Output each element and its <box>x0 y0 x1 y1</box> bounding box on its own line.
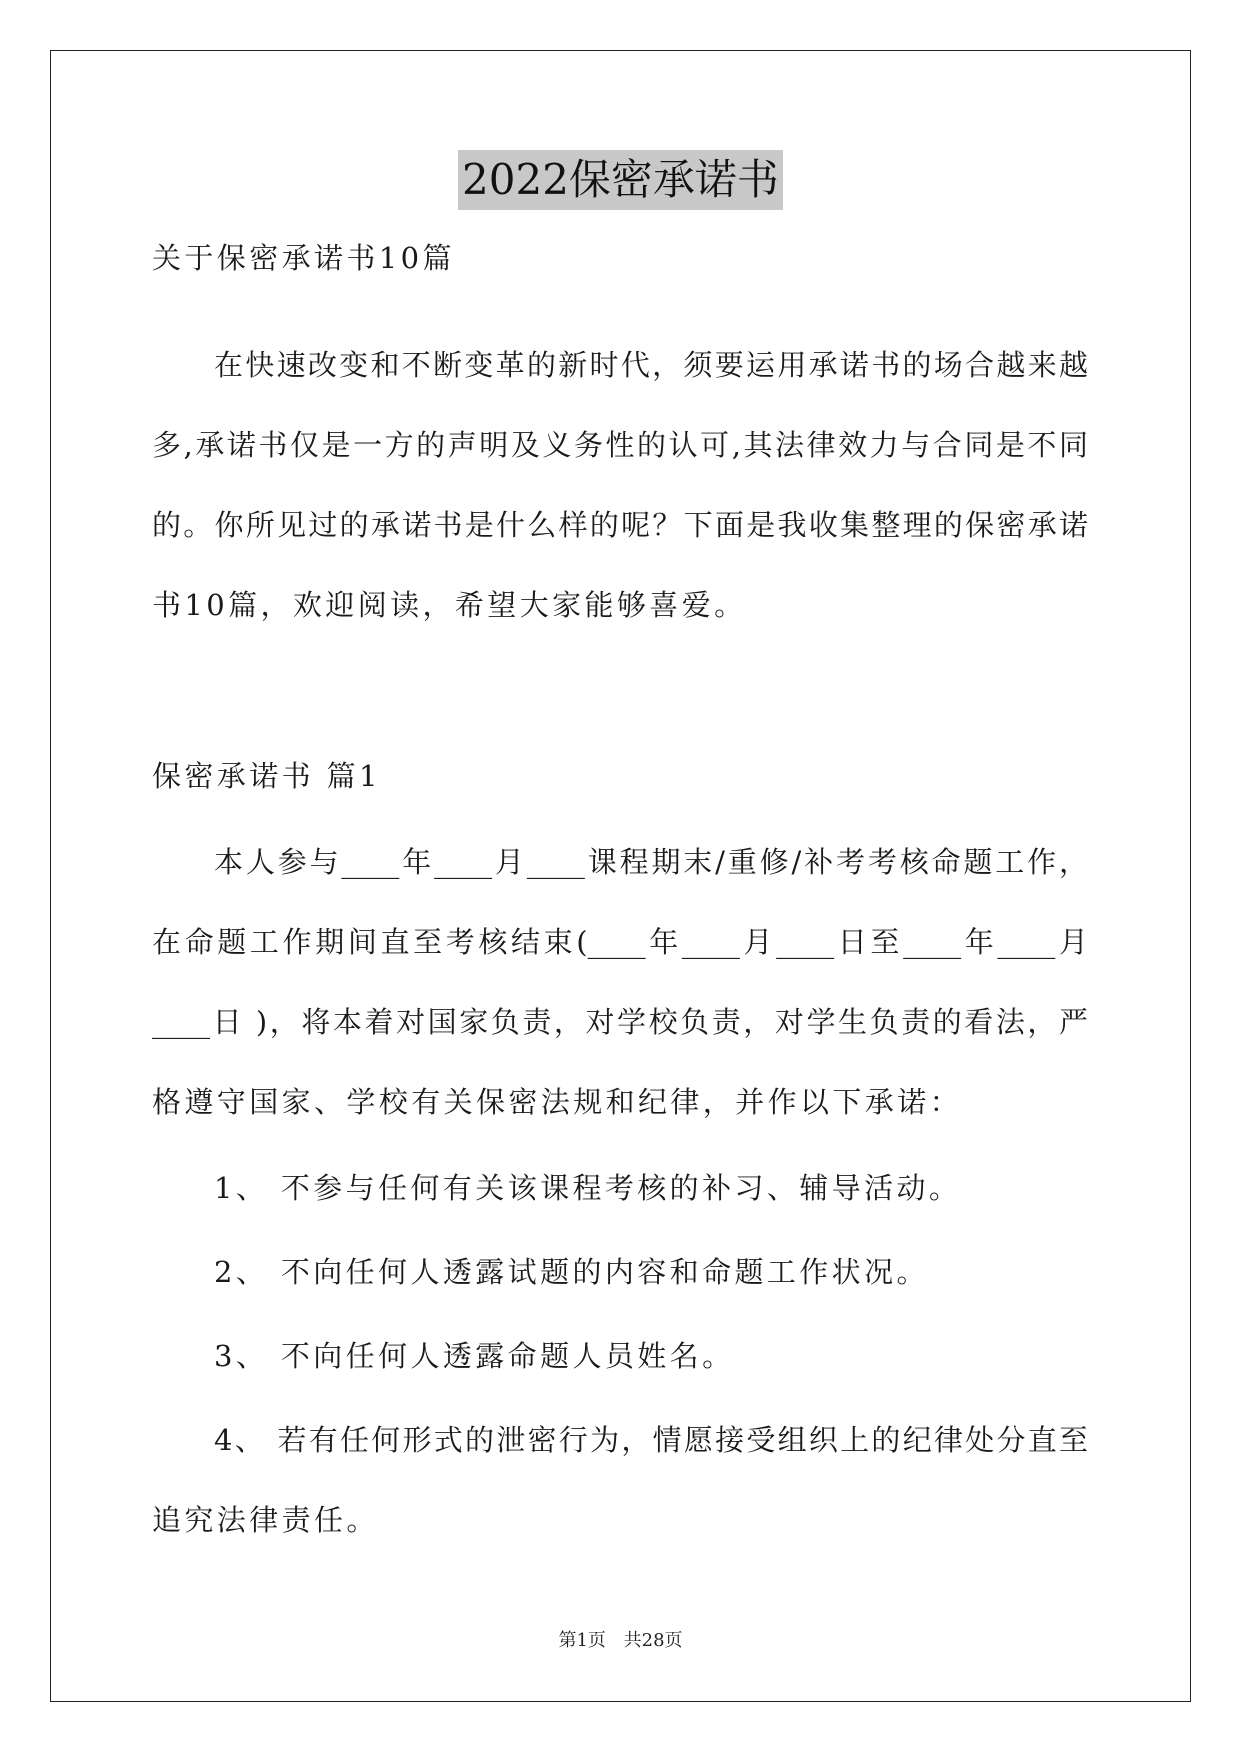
list-item: 1、 不参与任何有关该课程考核的补习、辅导活动。 <box>214 1171 962 1205</box>
intro-line-4: 书10篇，欢迎阅读，希望大家能够喜爱。 <box>152 588 747 622</box>
intro-line-2: 多,承诺书仅是一方的声明及义务性的认可,其法律效力与合同是不同 <box>152 428 1088 462</box>
list-item: 4、 若有任何形式的泄密行为，情愿接受组织上的纪律处分直至 <box>214 1423 1088 1457</box>
list-item-continuation: 追究法律责任。 <box>152 1503 379 1537</box>
document-title: 2022保密承诺书 <box>458 150 783 210</box>
section-paragraph-line-2: 在命题工作期间直至考核结束(____年____月____日至____年____月 <box>152 925 1088 959</box>
intro-line-1: 在快速改变和不断变革的新时代，须要运用承诺书的场合越来越 <box>214 348 1088 382</box>
section-paragraph-line-4: 格遵守国家、学校有关保密法规和纪律，并作以下承诺： <box>152 1085 963 1119</box>
document-subtitle: 关于保密承诺书10篇 <box>152 241 455 275</box>
intro-line-3: 的。你所见过的承诺书是什么样的呢？下面是我收集整理的保密承诺 <box>152 508 1088 542</box>
page-footer <box>0 1626 1241 1652</box>
title-container <box>0 150 1241 210</box>
section-paragraph-line-1: 本人参与____年____月____课程期末/重修/补考考核命题工作， <box>214 845 1088 879</box>
section-heading: 保密承诺书 篇1 <box>152 759 381 793</box>
page-number: 第1页 <box>558 1630 606 1651</box>
list-item: 3、 不向任何人透露命题人员姓名。 <box>214 1339 735 1373</box>
section-paragraph-line-3: ____日 )，将本着对国家负责，对学校负责，对学生负责的看法，严 <box>152 1005 1088 1039</box>
page-total: 共28页 <box>623 1630 683 1651</box>
list-item: 2、 不向任何人透露试题的内容和命题工作状况。 <box>214 1255 929 1289</box>
